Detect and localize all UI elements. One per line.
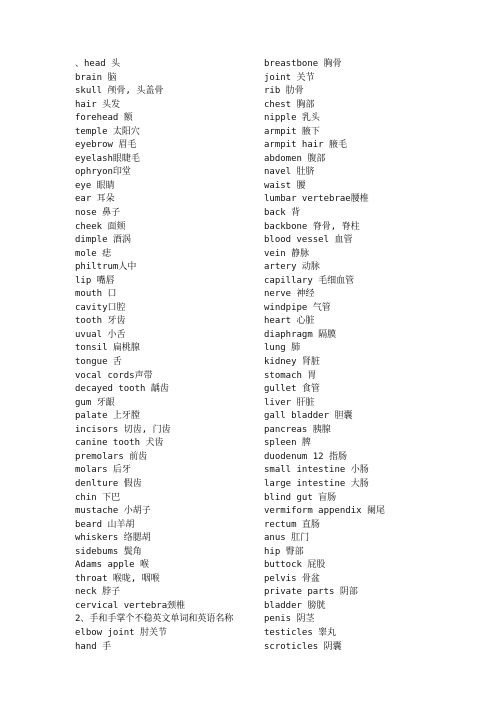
vocabulary-entry: vein 静脉 [264, 248, 310, 259]
vocabulary-entry: waist 腰 [264, 180, 306, 191]
vocabulary-entry: cheek 面颊 [75, 221, 126, 232]
vocabulary-entry: rectum 直肠 [264, 519, 320, 530]
vocabulary-entry: armpit 腋下 [264, 126, 320, 137]
vocabulary-entry: 、head 头 [75, 59, 121, 69]
vocabulary-entry: hand 手 [75, 641, 112, 652]
vocabulary-entry: neck 脖子 [75, 587, 121, 598]
vocabulary-entry: backbone 脊骨, 脊柱 [264, 221, 360, 232]
vocabulary-entry: decayed tooth 龋齿 [75, 384, 169, 395]
vocabulary-entry: lung 肺 [264, 343, 301, 354]
vocabulary-entry: canine tooth 犬齿 [75, 438, 164, 449]
vocabulary-entry: blood vessel 血管 [264, 235, 353, 246]
vocabulary-entry: Adams apple 喉 [75, 560, 150, 571]
vocabulary-entry: tongue 舌 [75, 357, 122, 368]
vocabulary-entry: pancreas 胰腺 [264, 424, 331, 435]
vocabulary-entry: artery 动脉 [264, 262, 320, 273]
vocabulary-entry: windpipe 气管 [264, 302, 331, 313]
vocabulary-entry: small intestine 小肠 [264, 465, 369, 476]
vocabulary-entry: sidebums 鬓角 [75, 546, 142, 557]
vocabulary-entry: pelvis 骨盆 [264, 573, 320, 584]
vocabulary-entry: breastbone 胸骨 [264, 59, 342, 69]
vocabulary-entry: spleen 脾 [264, 438, 311, 449]
vocabulary-entry: beard 山羊胡 [75, 519, 135, 530]
vocabulary-entry: buttock 屁股 [264, 560, 326, 571]
vocabulary-entry: vocal cords声带 [75, 370, 153, 381]
vocabulary-entry: temple 太阳穴 [75, 126, 140, 137]
vocabulary-entry: testicles 睾丸 [264, 627, 337, 638]
vocabulary-entry: private parts 阴部 [264, 587, 358, 598]
vocabulary-entry: gullet 食管 [264, 384, 320, 395]
vocabulary-entry: mouth 口 [75, 289, 117, 300]
vocabulary-entry: 2、手和手掌个不稳英文单词和英语名称 [75, 614, 234, 625]
vocabulary-entry: palate 上牙膛 [75, 411, 140, 422]
left-vocabulary-column [75, 58, 265, 654]
vocabulary-entry: liver 肝脏 [264, 397, 315, 408]
vocabulary-entry: eyelash眼睫毛 [75, 153, 140, 164]
vocabulary-entry: skull 颅骨, 头盖骨 [75, 86, 164, 97]
right-vocabulary-column [264, 58, 454, 654]
vocabulary-entry: bladder 膀胱 [264, 600, 326, 611]
vocabulary-entry: forehead 额 [75, 113, 133, 124]
vocabulary-entry: uvual 小舌 [75, 329, 126, 340]
vocabulary-entry: throat 喉咙, 咽喉 [75, 573, 160, 584]
vocabulary-entry: brain 脑 [75, 72, 117, 83]
vocabulary-entry: duodenum 12 指肠 [264, 451, 348, 462]
vocabulary-entry: ear 耳朵 [75, 194, 115, 205]
vocabulary-entry: philtrum人中 [75, 262, 137, 273]
vocabulary-entry: dimple 酒涡 [75, 235, 131, 246]
vocabulary-entry: back 背 [264, 208, 301, 219]
vocabulary-entry: cervical vertebra颈椎 [75, 600, 186, 611]
vocabulary-entry: lip 嘴唇 [75, 275, 115, 286]
vocabulary-entry: gall bladder 胆囊 [264, 411, 353, 422]
vocabulary-entry: diaphragm 隔膜 [264, 329, 337, 340]
vocabulary-entry: abdomen 腹部 [264, 153, 326, 164]
vocabulary-entry: armpit hair 腋毛 [264, 140, 348, 151]
vocabulary-entry: nerve 神经 [264, 289, 315, 300]
vocabulary-entry: premolars 前齿 [75, 451, 148, 462]
vocabulary-entry: eyebrow 眉毛 [75, 140, 137, 151]
vocabulary-entry: penis 阴茎 [264, 614, 315, 625]
vocabulary-entry: chest 胸部 [264, 99, 315, 110]
vocabulary-entry: nipple 乳头 [264, 113, 320, 124]
vocabulary-entry: eye 眼睛 [75, 180, 115, 191]
vocabulary-entry: heart 心脏 [264, 316, 315, 327]
vocabulary-entry: vermiform appendix 阑尾 [264, 506, 385, 517]
vocabulary-entry: cavity口腔 [75, 302, 126, 313]
vocabulary-entry: joint 关节 [264, 72, 315, 83]
vocabulary-entry: denlture 假齿 [75, 478, 142, 489]
vocabulary-entry: kidney 肾脏 [264, 357, 320, 368]
vocabulary-entry: hip 臀部 [264, 546, 304, 557]
vocabulary-entry: large intestine 大肠 [264, 478, 369, 489]
vocabulary-entry: tonsil 扁桃腺 [75, 343, 140, 354]
vocabulary-entry: capillary 毛细血管 [264, 275, 355, 286]
vocabulary-entry: chin 下巴 [75, 492, 121, 503]
vocabulary-entry: incisors 切齿, 门齿 [75, 424, 171, 435]
vocabulary-entry: gum 牙龈 [75, 397, 115, 408]
vocabulary-entry: elbow joint 肘关节 [75, 627, 168, 638]
vocabulary-entry: tooth 牙齿 [75, 316, 126, 327]
vocabulary-entry: mustache 小胡子 [75, 506, 151, 517]
vocabulary-entry: whiskers 络腮胡 [75, 533, 151, 544]
vocabulary-entry: hair 头发 [75, 99, 121, 110]
vocabulary-entry: nose 鼻子 [75, 208, 121, 219]
vocabulary-entry: scroticles 阴囊 [264, 641, 342, 652]
vocabulary-entry: navel 肚脐 [264, 167, 315, 178]
vocabulary-entry: mole 痣 [75, 248, 112, 259]
vocabulary-entry: stomach 胃 [264, 370, 317, 381]
vocabulary-entry: ophryon印堂 [75, 167, 131, 178]
vocabulary-entry: lumbar vertebrae腰椎 [264, 194, 369, 205]
vocabulary-entry: blind gut 盲肠 [264, 492, 337, 503]
vocabulary-entry: molars 后牙 [75, 465, 131, 476]
vocabulary-entry: rib 肋骨 [264, 86, 304, 97]
vocabulary-entry: anus 肛门 [264, 533, 310, 544]
